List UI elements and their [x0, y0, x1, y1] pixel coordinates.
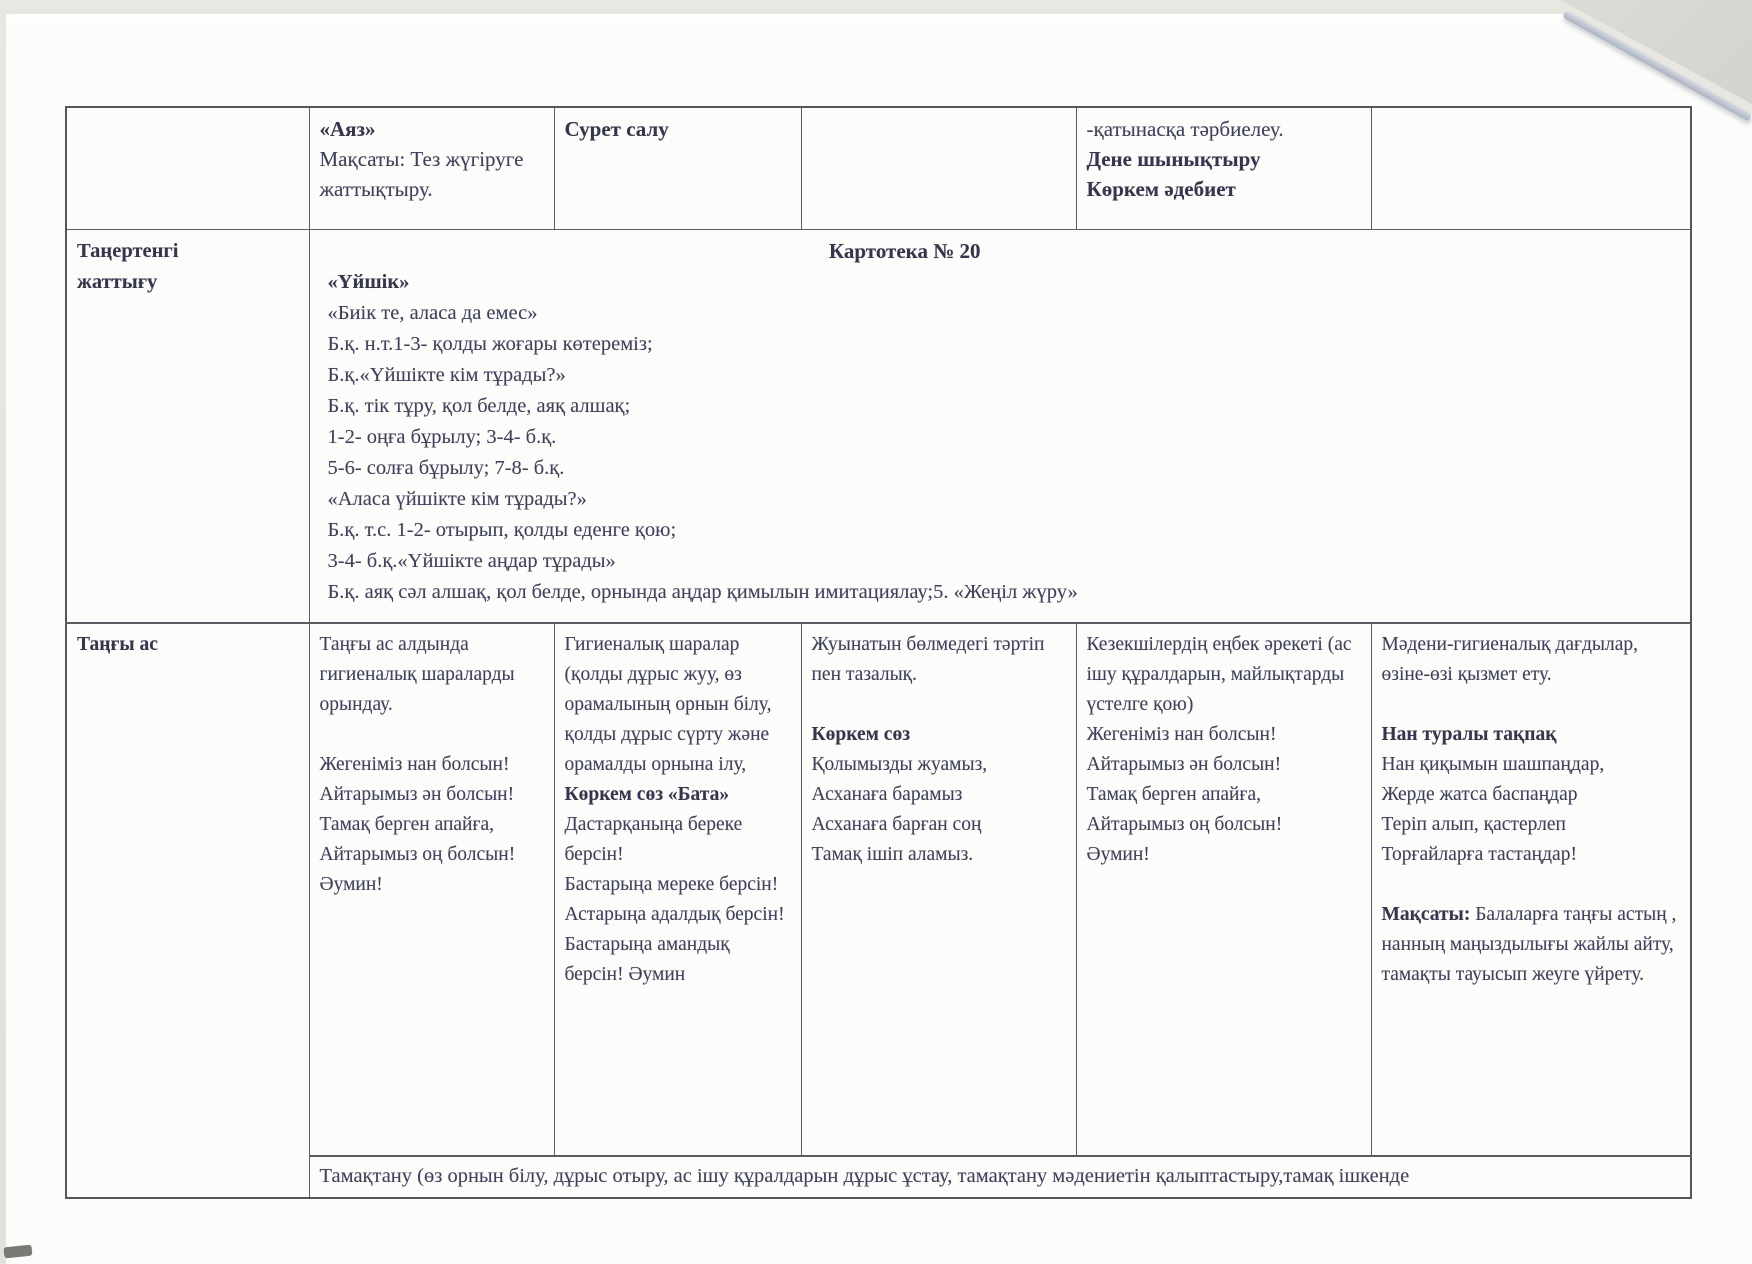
education-physical: Дене шынықтыру: [1086, 147, 1261, 171]
spacer: [1382, 690, 1681, 720]
spacer: [1382, 870, 1681, 900]
hygiene-intro: Таңғы ас алдында гигиеналық шараларды орындау.: [319, 634, 515, 715]
game-title: «Аяз»: [319, 117, 376, 141]
cell-hygiene-procedures: [554, 623, 801, 1156]
header-activities-row: [66, 107, 1691, 229]
bread-poem-heading: Нан туралы тақпақ: [1381, 724, 1557, 745]
exercise-title: «Үйшік»: [327, 270, 410, 293]
meal-note-row: [66, 1156, 1691, 1198]
morning-exercise-row: [66, 229, 1691, 623]
duty-intro: Кезекшілердің еңбек әрекеті (ас ішу құралдарын, майлықтарды үстелге қою): [1086, 634, 1352, 715]
cell-hygiene-before-meal: [309, 623, 554, 1156]
bata-heading: Көркем сөз «Бата»: [564, 784, 730, 805]
drawing-label: Сурет салу: [564, 117, 669, 141]
goal-label: Мақсаты:: [1381, 904, 1471, 925]
meal-note-cell: Тамақтану (өз орнын білу, дұрыс отыру, ас ішу құралдарын дұрыс ұстау, тамақтану мәдениетін қалыптастыру,тамақ ішкенде: [309, 1156, 1691, 1198]
game-goal: Мақсаты: Тез жүгіруге жаттықтыру.: [319, 147, 524, 201]
cell-washroom: [801, 623, 1076, 1156]
breakfast-label-cell: [66, 623, 309, 1198]
spacer: [320, 720, 544, 750]
spacer: [812, 690, 1066, 720]
cell-drawing: [554, 107, 801, 229]
duty-verse: Жегеніміз нан болсын! Айтарымыз ән болсын! Тамақ берген апайға, Айтарымыз оң болсын! Әумин!: [1086, 724, 1283, 865]
cell-game-ayaz: [309, 107, 554, 229]
washroom-verse: Қолымызды жуамыз, Асханаға барамыз Асханаға барған соң Тамақ ішіп аламыз.: [811, 754, 988, 865]
hygiene-verse: Жегеніміз нан болсын! Айтарымыз ән болсын! Тамақ берген апайға, Айтарымыз оң болсын! Әумин!: [319, 754, 516, 895]
cell-kartoteka: [309, 229, 1691, 623]
education-literature: Көркем әдебиет: [1086, 177, 1236, 201]
korkem-soz-heading: Көркем сөз: [811, 724, 911, 745]
bata-verse: Дастарқаныңа береке берсін! Бастарыңа мереке берсін! Астарыңа адалдық берсін! Бастарыңа амандық берсін! Әумин: [564, 814, 785, 985]
cell-cultural-hygiene: [1371, 623, 1691, 1156]
row-label: Таңғы ас: [77, 634, 158, 655]
education-line: -қатынасқа тәрбиелеу.: [1086, 117, 1284, 141]
kartoteka-heading: Картотека № 20: [828, 238, 981, 263]
schedule-table: [65, 106, 1692, 1199]
morning-exercise-label: [66, 229, 309, 623]
exercise-steps: «Биік те, аласа да емес» Б.қ. н.т.1-3- қолды жоғары көтереміз; Б.қ.«Үйшікте кім тұрады?» Б.қ. тік тұру, қол белде, аяқ алшақ; 1-2- оңға бұрылу; 3-4- б.қ. 5-6- солға бұрылу; 7-8- б.қ. «Аласа үйшікте кім тұрады?» Б.қ. т.с. 1-2- отырып, қолды еденге қою; 3-4- б.қ.«Үйшікте аңдар тұрады» Б.қ. аяқ сәл алшақ, қол белде, орнында аңдар қимылын имитациялау;5. «Жеңіл жүру»: [327, 301, 1078, 603]
cell-duty-work: [1076, 623, 1371, 1156]
bread-poem-verse: Нан қиқымын шашпаңдар, Жерде жатса баспаңдар Теріп алып, қастерлеп Торғайларға тастаңдар!: [1381, 754, 1605, 865]
breakfast-row: [66, 623, 1691, 1156]
procedures-intro: Гигиеналық шаралар (қолды дұрыс жуу, өз орамалының орнын білу, қолды дұрыс сүрту және орамалды орнына ілу,: [564, 634, 772, 775]
washroom-intro: Жуынатын бөлмедегі тәртіп пен тазалық.: [811, 634, 1045, 685]
cell-education-areas: [1076, 107, 1371, 229]
culture-intro: Мәдени-гигиеналық дағдылар, өзіне-өзі қызмет ету.: [1381, 634, 1639, 685]
row-label: Таңертенгі жаттығу: [77, 239, 179, 293]
cell-empty-left: [66, 107, 309, 229]
cell-empty-right: [1371, 107, 1691, 229]
goal-paragraph: [1382, 900, 1681, 990]
goal-text: Балаларға таңғы астың , нанның маңыздылығы жайлы айту, тамақты тауысып жеуге үйрету.: [1381, 904, 1677, 985]
cell-empty-middle: [801, 107, 1076, 229]
